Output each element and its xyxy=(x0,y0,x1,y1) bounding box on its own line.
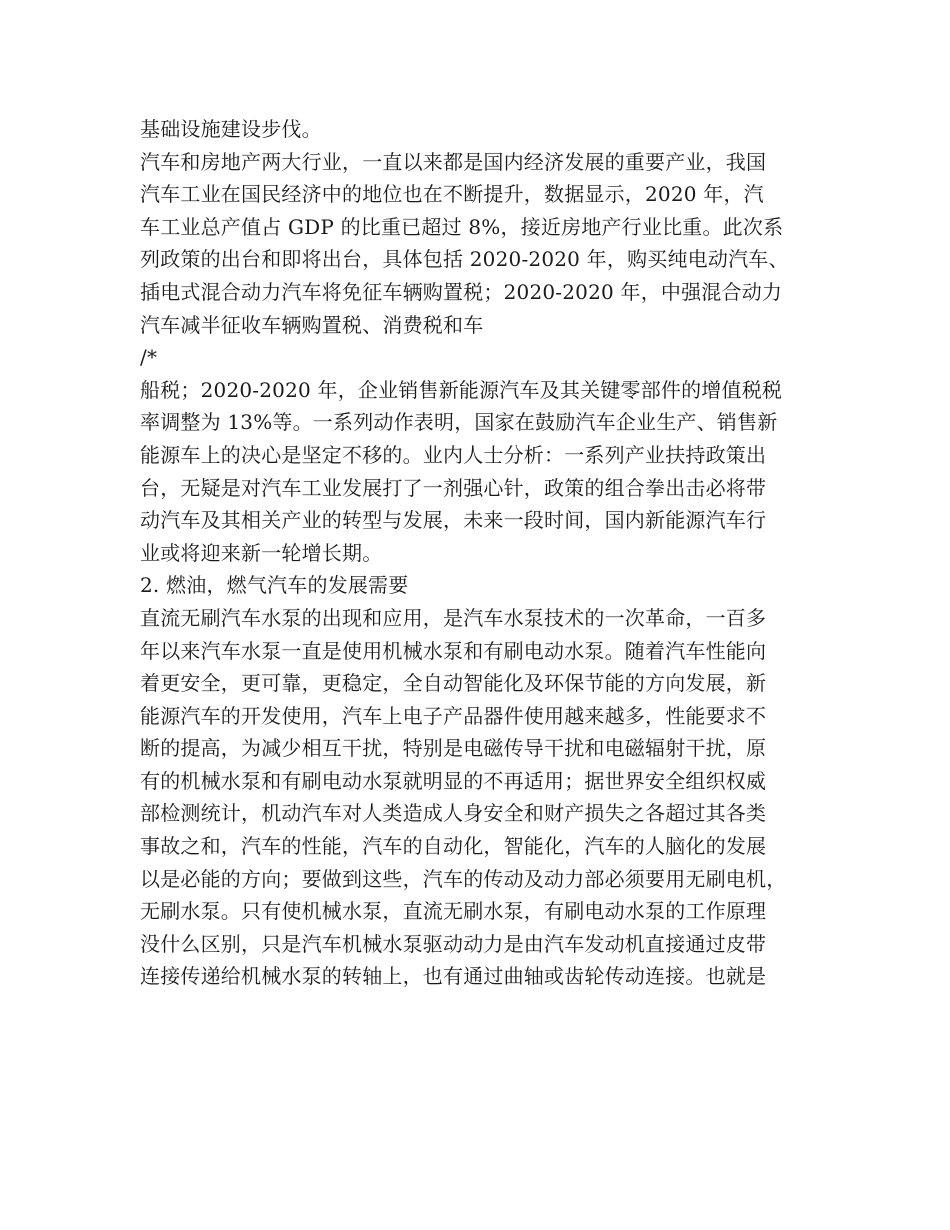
text-line: 船税；2020-2020 年，企业销售新能源汽车及其关键零部件的增值税税 xyxy=(140,377,783,402)
text-line: 汽车和房地产两大行业，一直以来都是国内经济发展的重要产业，我国 xyxy=(140,149,767,174)
text-line: 插电式混合动力汽车将免征车辆购置税；2020-2020 年，中强混合动力 xyxy=(140,279,783,304)
section-heading: 2. 燃油，燃气汽车的发展需要 xyxy=(140,573,409,598)
text-line: 有的机械水泵和有刷电动水泵就明显的不再适用；据世界安全组织权威 xyxy=(140,768,767,793)
text-line: 没什么区别，只是汽车机械水泵驱动动力是由汽车发动机直接通过皮带 xyxy=(140,931,767,956)
comment-marker: /* xyxy=(140,345,158,370)
text-line: 率调整为 13%等。一系列动作表明，国家在鼓励汽车企业生产、销售新 xyxy=(140,410,778,435)
text-line: 动汽车及其相关产业的转型与发展，未来一段时间，国内新能源汽车行 xyxy=(140,508,767,533)
text-line: 汽车工业在国民经济中的地位也在不断提升，数据显示，2020 年，汽 xyxy=(140,182,764,207)
text-line: 车工业总产值占 GDP 的比重已超过 8%，接近房地产行业比重。此次系 xyxy=(140,214,784,239)
text-line: 台，无疑是对汽车工业发展打了一剂强心针，政策的组合拳出击必将带 xyxy=(140,475,767,500)
text-line: 列政策的出台和即将出台，具体包括 2020-2020 年，购买纯电动汽车、 xyxy=(140,247,789,272)
text-line: 基础设施建设步伐。 xyxy=(140,117,322,141)
text-line: 年以来汽车水泵一直是使用机械水泵和有刷电动水泵。随着汽车性能向 xyxy=(140,638,767,663)
text-line: 连接传递给机械水泵的转轴上，也有通过曲轴或齿轮传动连接。也就是 xyxy=(140,964,767,989)
text-line: 能源车上的决心是坚定不移的。业内人士分析：一系列产业扶持政策出 xyxy=(140,442,767,467)
text-line: 直流无刷汽车水泵的出现和应用，是汽车水泵技术的一次革命，一百多 xyxy=(140,605,767,630)
text-line: 业或将迎来新一轮增长期。 xyxy=(140,540,383,565)
text-line: 汽车减半征收车辆购置税、消费税和车 xyxy=(140,312,484,337)
text-line: 着更安全，更可靠，更稳定，全自动智能化及环保节能的方向发展，新 xyxy=(140,671,767,696)
text-line: 事故之和，汽车的性能，汽车的自动化，智能化，汽车的人脑化的发展 xyxy=(140,834,767,859)
text-line: 断的提高，为减少相互干扰，特别是电磁传导干扰和电磁辐射干扰，原 xyxy=(140,736,767,761)
text-line: 无刷水泵。只有使机械水泵，直流无刷水泵，有刷电动水泵的工作原理 xyxy=(140,899,767,924)
body-text xyxy=(140,113,830,993)
text-line: 部检测统计，机动汽车对人类造成人身安全和财产损失之各超过其各类 xyxy=(140,801,767,826)
text-line: 以是必能的方向；要做到这些，汽车的传动及动力部必须要用无刷电机， xyxy=(140,866,787,891)
text-line: 能源汽车的开发使用，汽车上电子产品器件使用越来越多，性能要求不 xyxy=(140,703,767,728)
